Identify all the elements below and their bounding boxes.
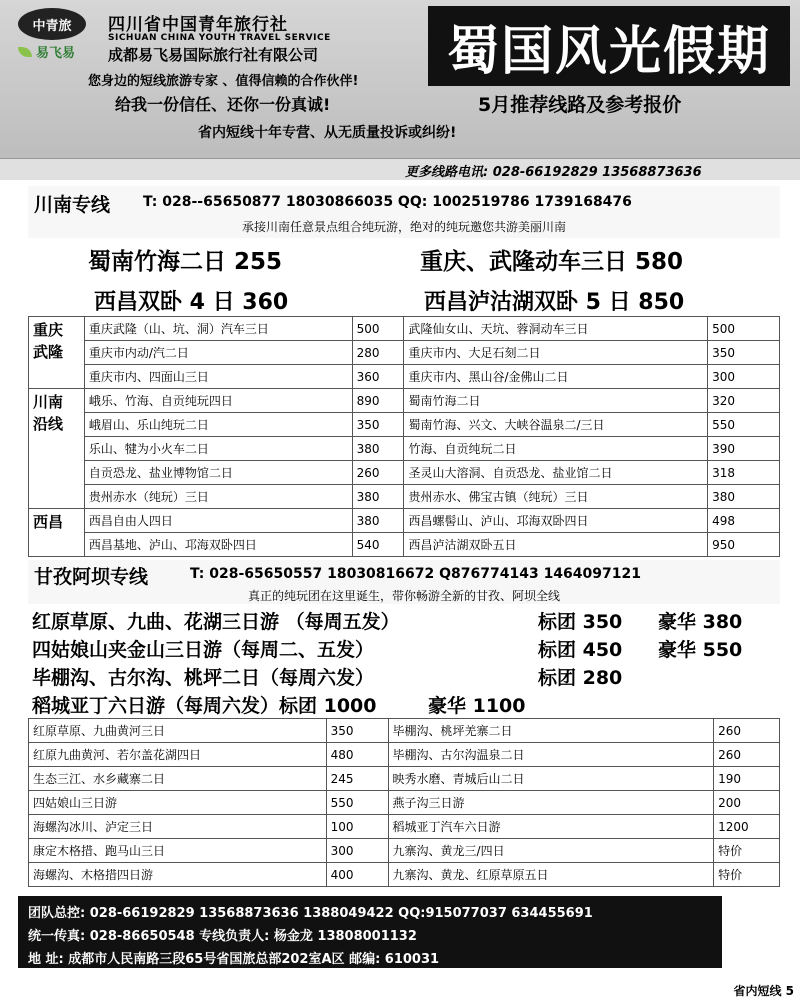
tour-name: 红原草原、九曲、花湖三日游 （每周五发） bbox=[32, 610, 400, 633]
ganzi-header bbox=[28, 560, 780, 604]
route-price: 350 bbox=[352, 413, 404, 437]
route-price: 245 bbox=[326, 767, 388, 791]
route-name: 九寨沟、黄龙三/四日 bbox=[388, 839, 714, 863]
footer-line-2: 统一传真: 028-86650548 专线负责人: 杨金龙 13808001132 bbox=[28, 929, 417, 944]
route-price: 890 bbox=[352, 389, 404, 413]
route-price: 498 bbox=[708, 509, 780, 533]
route-price: 390 bbox=[708, 437, 780, 461]
agency-name: 成都易飞易国际旅行社有限公司 bbox=[108, 46, 319, 64]
hotline-bar bbox=[0, 158, 800, 180]
tour-std-price: 标团 280 bbox=[538, 666, 623, 689]
ganzi-big-row bbox=[28, 634, 780, 662]
route-name: 武隆仙女山、天坑、蓉洞动车三日 bbox=[404, 317, 708, 341]
route-price: 540 bbox=[352, 533, 404, 557]
route-name: 映秀水磨、青城后山二日 bbox=[388, 767, 714, 791]
route-name: 康定木格措、跑马山三日 bbox=[29, 839, 327, 863]
route-price: 550 bbox=[708, 413, 780, 437]
table-row bbox=[29, 719, 780, 743]
route-price: 318 bbox=[708, 461, 780, 485]
route-name: 竹海、自贡纯玩二日 bbox=[404, 437, 708, 461]
route-price: 260 bbox=[714, 743, 780, 767]
feature-chongqing: 重庆、武隆动车三日 580 bbox=[420, 248, 684, 275]
table-row bbox=[29, 839, 780, 863]
header bbox=[0, 0, 800, 158]
route-price: 350 bbox=[708, 341, 780, 365]
route-name: 重庆市内动/汽二日 bbox=[84, 341, 352, 365]
org-name-en: SICHUAN CHINA YOUTH TRAVEL SERVICE bbox=[108, 33, 331, 43]
table-row bbox=[29, 389, 780, 413]
footer-line-1: 团队总控: 028-66192829 13568873636 1388049422 QQ:915077037 634455691 bbox=[28, 906, 593, 921]
page-subtitle: 5月推荐线路及参考报价 bbox=[478, 94, 682, 116]
table-row bbox=[29, 863, 780, 887]
route-name: 西昌螺髻山、泸山、邛海双卧四日 bbox=[404, 509, 708, 533]
route-price: 200 bbox=[714, 791, 780, 815]
table-row bbox=[29, 791, 780, 815]
region-label: 西昌 bbox=[29, 509, 85, 557]
tour-std-price: 标团 350 bbox=[538, 610, 623, 633]
route-name: 贵州赤水、佛宝古镇（纯玩）三日 bbox=[404, 485, 708, 509]
route-name: 重庆武隆（山、坑、洞）汽车三日 bbox=[84, 317, 352, 341]
tour-name: 毕棚沟、古尔沟、桃坪二日（每周六发） bbox=[32, 666, 375, 689]
slogan-2: 给我一份信任、还你一份真诚! bbox=[115, 95, 331, 114]
route-name: 稻城亚丁汽车六日游 bbox=[388, 815, 714, 839]
route-name: 西昌自由人四日 bbox=[84, 509, 352, 533]
chuannan-note: 承接川南任意景点组合纯玩游，绝对的纯玩邀您共游美丽川南 bbox=[241, 220, 566, 234]
route-price: 380 bbox=[352, 485, 404, 509]
ganzi-note: 真正的纯玩团在这里诞生，带你畅游全新的甘孜、阿坝全线 bbox=[247, 589, 560, 603]
chuannan-table bbox=[28, 316, 780, 557]
tour-lux-price: 豪华 550 bbox=[658, 638, 743, 661]
route-price: 360 bbox=[352, 365, 404, 389]
table-row bbox=[29, 437, 780, 461]
route-name: 峨眉山、乐山纯玩二日 bbox=[84, 413, 352, 437]
route-price: 260 bbox=[352, 461, 404, 485]
route-price: 特价 bbox=[714, 839, 780, 863]
ganzi-title: 甘孜阿坝专线 bbox=[34, 566, 149, 588]
page-title: 蜀国风光假期 bbox=[428, 6, 790, 86]
table-row bbox=[29, 317, 780, 341]
route-name: 毕棚沟、古尔沟温泉二日 bbox=[388, 743, 714, 767]
feature-shunan: 蜀南竹海二日 255 bbox=[88, 248, 283, 275]
route-name: 蜀南竹海二日 bbox=[404, 389, 708, 413]
route-name: 海螺沟、木格措四日游 bbox=[29, 863, 327, 887]
table-row bbox=[29, 815, 780, 839]
table-row bbox=[29, 341, 780, 365]
route-name: 毕棚沟、桃坪羌寨二日 bbox=[388, 719, 714, 743]
route-name: 生态三江、水乡藏寨二日 bbox=[29, 767, 327, 791]
leaf-icon bbox=[18, 47, 32, 57]
ganzi-big-row bbox=[28, 690, 780, 718]
yifeiyi-logo-text: 易飞易 bbox=[36, 46, 76, 61]
cyts-logo: 中青旅 bbox=[18, 8, 86, 40]
route-name: 西昌基地、泸山、邛海双卧四日 bbox=[84, 533, 352, 557]
contact-footer bbox=[18, 896, 722, 968]
ganzi-big-row bbox=[28, 662, 780, 690]
feature-luguhu: 西昌泸沽湖双卧 5 日 850 bbox=[424, 289, 685, 315]
route-price: 190 bbox=[714, 767, 780, 791]
route-price: 380 bbox=[352, 509, 404, 533]
route-name: 海螺沟冰川、泸定三日 bbox=[29, 815, 327, 839]
table-row bbox=[29, 533, 780, 557]
route-price: 480 bbox=[326, 743, 388, 767]
table-row bbox=[29, 461, 780, 485]
route-name: 红原草原、九曲黄河三日 bbox=[29, 719, 327, 743]
org-name: 四川省中国青年旅行社 bbox=[108, 15, 288, 35]
route-name: 重庆市内、大足石刻二日 bbox=[404, 341, 708, 365]
route-name: 自贡恐龙、盐业博物馆二日 bbox=[84, 461, 352, 485]
route-price: 280 bbox=[352, 341, 404, 365]
route-price: 500 bbox=[352, 317, 404, 341]
ganzi-contact: T: 028-65650557 18030816672 Q876774143 1464097121 bbox=[190, 566, 641, 582]
route-name: 西昌泸沽湖双卧五日 bbox=[404, 533, 708, 557]
route-price: 100 bbox=[326, 815, 388, 839]
table-row bbox=[29, 413, 780, 437]
route-price: 1200 bbox=[714, 815, 780, 839]
tour-lux-price: 豪华 380 bbox=[658, 610, 743, 633]
tour-name: 稻城亚丁六日游（每周六发）标团 1000 bbox=[32, 694, 377, 717]
table-row bbox=[29, 509, 780, 533]
route-price: 350 bbox=[326, 719, 388, 743]
table-row bbox=[29, 743, 780, 767]
ganzi-table bbox=[28, 718, 780, 887]
route-price: 特价 bbox=[714, 863, 780, 887]
route-price: 500 bbox=[708, 317, 780, 341]
route-name: 重庆市内、黑山谷/金佛山二日 bbox=[404, 365, 708, 389]
route-price: 380 bbox=[352, 437, 404, 461]
route-name: 燕子沟三日游 bbox=[388, 791, 714, 815]
table-row bbox=[29, 365, 780, 389]
route-price: 400 bbox=[326, 863, 388, 887]
route-name: 蜀南竹海、兴文、大峡谷温泉二/三日 bbox=[404, 413, 708, 437]
tour-name: 四姑娘山夹金山三日游（每周二、五发） bbox=[32, 638, 375, 661]
ganzi-big-row bbox=[28, 606, 780, 634]
tour-lux-price: 豪华 1100 bbox=[428, 694, 526, 717]
route-price: 550 bbox=[326, 791, 388, 815]
slogan-1: 您身边的短线旅游专家 、值得信赖的合作伙伴! bbox=[88, 74, 359, 89]
yifeiyi-logo bbox=[18, 42, 75, 61]
route-name: 乐山、犍为小火车二日 bbox=[84, 437, 352, 461]
tour-std-price: 标团 450 bbox=[538, 638, 623, 661]
route-name: 重庆市内、四面山三日 bbox=[84, 365, 352, 389]
hotline-text: 更多线路电讯: 028-66192829 13568873636 bbox=[405, 165, 702, 180]
route-name: 红原九曲黄河、若尔盖花湖四日 bbox=[29, 743, 327, 767]
region-label: 川南 沿线 bbox=[29, 389, 85, 509]
table-row bbox=[29, 485, 780, 509]
route-price: 380 bbox=[708, 485, 780, 509]
route-price: 300 bbox=[708, 365, 780, 389]
chuannan-header bbox=[28, 186, 780, 238]
route-name: 四姑娘山三日游 bbox=[29, 791, 327, 815]
route-name: 圣灵山大溶洞、自贡恐龙、盐业馆二日 bbox=[404, 461, 708, 485]
footer-line-3: 地 址: 成都市人民南路三段65号省国旅总部202室A区 邮编: 610031 bbox=[28, 952, 440, 967]
chuannan-title: 川南专线 bbox=[34, 194, 111, 216]
page-label: 省内短线 5 bbox=[733, 984, 794, 998]
feature-xichang: 西昌双卧 4 日 360 bbox=[94, 289, 289, 315]
table-row bbox=[29, 767, 780, 791]
route-price: 260 bbox=[714, 719, 780, 743]
region-label: 重庆 武隆 bbox=[29, 317, 85, 389]
chuannan-contact: T: 028--65650877 18030866035 QQ: 1002519786 1739168476 bbox=[143, 194, 632, 210]
route-name: 九寨沟、黄龙、红原草原五日 bbox=[388, 863, 714, 887]
route-price: 320 bbox=[708, 389, 780, 413]
route-price: 950 bbox=[708, 533, 780, 557]
slogan-3: 省内短线十年专营、从无质量投诉或纠纷! bbox=[198, 125, 457, 141]
route-price: 300 bbox=[326, 839, 388, 863]
route-name: 峨乐、竹海、自贡纯玩四日 bbox=[84, 389, 352, 413]
route-name: 贵州赤水（纯玩）三日 bbox=[84, 485, 352, 509]
